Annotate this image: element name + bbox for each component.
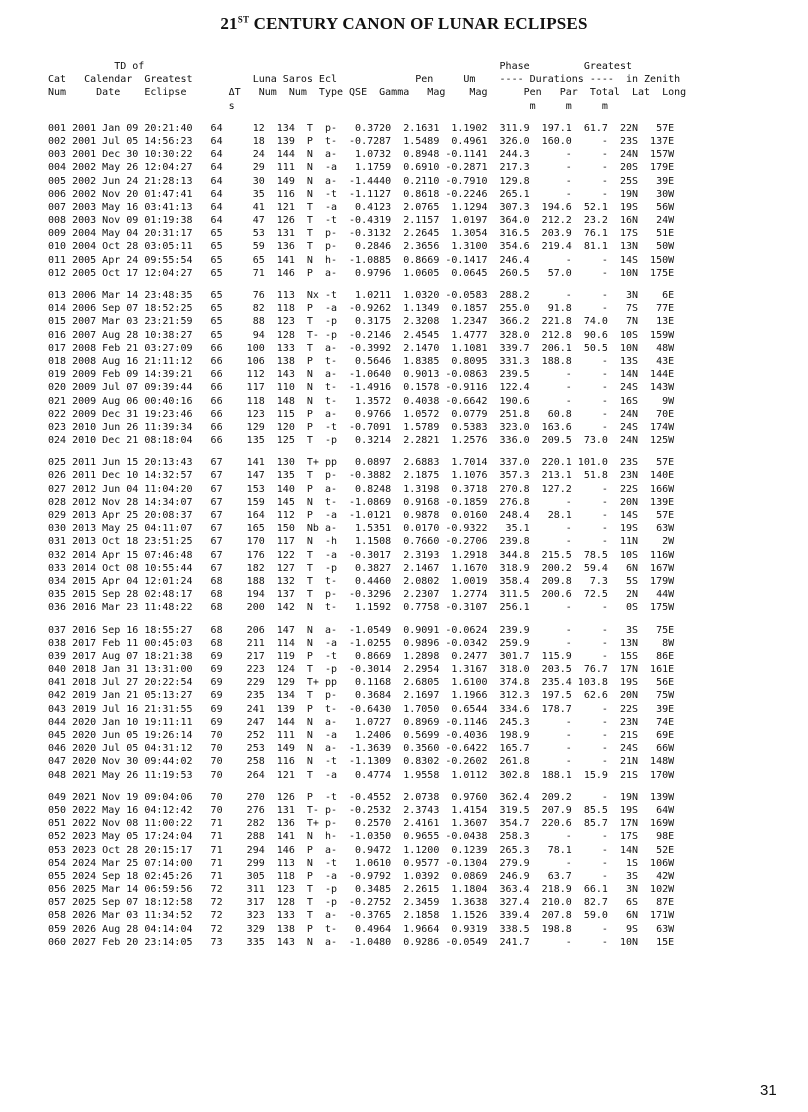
table-row: 006 2002 Nov 20 01:47:41 64 35 116 N -t -1.1127 0.8618 -0.2246 265.1 - - 19N 30W	[48, 188, 675, 200]
table-row: 021 2009 Aug 06 00:40:16 66 118 148 N t- 1.3572 0.4038 -0.6642 190.6 - - 16S 9W	[48, 395, 675, 407]
table-row: 045 2020 Jun 05 19:26:14 70 252 111 N -a 1.2406 0.5699 -0.4036 198.9 - - 21S 69E	[48, 730, 675, 741]
table-row: 031 2013 Oct 18 23:51:25 67 170 117 N -h 1.1508 0.7660 -0.2706 239.8 - - 11N 2W	[48, 536, 675, 548]
table-row: 039 2017 Aug 07 18:21:38 69 217 119 P -t 0.8669 1.2898 0.2477 301.7 115.9 - 15S 86E	[48, 650, 675, 662]
table-row: 050 2022 May 16 04:12:42 70 276 131 T- p- -0.2532 2.3743 1.4154 319.5 207.9 85.5 19S 64W	[48, 804, 675, 816]
table-row: 027 2012 Jun 04 11:04:20 67 153 140 P a- 0.8248 1.3198 0.3718 270.8 127.2 - 22S 166W	[48, 483, 675, 495]
table-row: 019 2009 Feb 09 14:39:21 66 112 143 N a- -1.0640 0.9013 -0.0863 239.5 - - 14N 144E	[48, 369, 675, 381]
table-row: 041 2018 Jul 27 20:22:54 69 229 129 T+ pp 0.1168 2.6805 1.6100 374.8 235.4 103.8 19S 56E	[48, 677, 675, 689]
table-row: 008 2003 Nov 09 01:19:38 64 47 126 T -t -0.4319 2.1157 1.0197 364.0 212.2 23.2 16N 24W	[48, 215, 675, 227]
group-gap	[48, 615, 760, 624]
group-gap	[48, 782, 760, 791]
table-row: 049 2021 Nov 19 09:04:06 70 270 126 P -t -0.4552 2.0738 0.9760 362.4 209.2 - 19N 139W	[48, 791, 675, 803]
table-row: 025 2011 Jun 15 20:13:43 67 141 130 T+ pp 0.0897 2.6883 1.7014 337.0 220.1 101.0 23S 57E	[48, 457, 675, 469]
table-row: 005 2002 Jun 24 21:28:13 64 30 149 N a- -1.4440 0.2110 -0.7910 129.8 - - 25S 39E	[48, 175, 675, 187]
table-row: 040 2018 Jan 31 13:31:00 69 223 124 T -p -0.3014 2.2954 1.3167 318.0 203.5 76.7 17N 161E	[48, 664, 675, 676]
table-row: 026 2011 Dec 10 14:32:57 67 147 135 T p- -0.3882 2.1875 1.1076 357.3 213.1 51.8 23N 140E	[48, 470, 675, 482]
table-row: 013 2006 Mar 14 23:48:35 65 76 113 Nx -t 1.0211 1.0320 -0.0583 288.2 - - 3N 6E	[48, 290, 675, 301]
table-row: 029 2013 Apr 25 20:08:37 67 164 112 P -a -1.0121 0.9878 0.0160 248.4 28.1 - 14S 57E	[48, 510, 675, 521]
table-row: 024 2010 Dec 21 08:18:04 66 135 125 T -p 0.3214 2.2821 1.2576 336.0 209.5 73.0 24N 125W	[48, 435, 675, 447]
group-gap	[48, 113, 760, 122]
table-row: 030 2013 May 25 04:11:07 67 165 150 Nb a- 1.5351 0.0170 -0.9322 35.1 - - 19S 63W	[48, 523, 675, 535]
table-row: 023 2010 Jun 26 11:39:34 66 129 120 P -t -0.7091 1.5789 0.5383 323.0 163.6 - 24S 174W	[48, 421, 675, 433]
table-row: 015 2007 Mar 03 23:21:59 65 88 123 T -p 0.3175 2.3208 1.2347 366.2 221.8 74.0 7N 13E	[48, 316, 675, 328]
page-number: 31	[760, 1082, 777, 1099]
table-row: 001 2001 Jan 09 20:21:40 64 12 134 T p- 0.3720 2.1631 1.1902 311.9 197.1 61.7 22N 57E	[48, 122, 675, 134]
table-row: 043 2019 Jul 16 21:31:55 69 241 139 P t- -0.6430 1.7050 0.6544 334.6 178.7 - 22S 39E	[48, 703, 675, 715]
table-row: 022 2009 Dec 31 19:23:46 66 123 115 P a- 0.9766 1.0572 0.0779 251.8 60.8 - 24N 70E	[48, 408, 675, 420]
table-row: 044 2020 Jan 10 19:11:11 69 247 144 N a- 1.0727 0.8969 -0.1146 245.3 - - 23N 74E	[48, 716, 675, 728]
table-row: 014 2006 Sep 07 18:52:25 65 82 118 P -a -0.9262 1.1349 0.1857 255.0 91.8 - 7S 77E	[48, 303, 675, 315]
table-row: 011 2005 Apr 24 09:55:54 65 65 141 N h- -1.0885 0.8669 -0.1417 246.4 - - 14S 150W	[48, 254, 675, 266]
eclipse-table	[48, 60, 760, 949]
table-row: 055 2024 Sep 18 02:45:26 71 305 118 P -a -0.9792 1.0392 0.0869 246.9 63.7 - 3S 42W	[48, 870, 675, 882]
table-row: 028 2012 Nov 28 14:34:07 67 159 145 N t- -1.0869 0.9168 -0.1859 276.8 - - 20N 139E	[48, 496, 675, 508]
table-row: 007 2003 May 16 03:41:13 64 41 121 T -a 0.4123 2.0765 1.1294 307.3 194.6 52.1 19S 56W	[48, 201, 675, 213]
table-row: 052 2023 May 05 17:24:04 71 288 141 N h- -1.0350 0.9655 -0.0438 258.3 - - 17S 98E	[48, 831, 675, 843]
table-row: 018 2008 Aug 16 21:11:12 66 106 138 P t- 0.5646 1.8385 0.8095 331.3 188.8 - 13S 43E	[48, 355, 675, 367]
table-row: 012 2005 Oct 17 12:04:27 65 71 146 P a- 0.9796 1.0605 0.0645 260.5 57.0 - 10N 175E	[48, 267, 675, 279]
table-row: 009 2004 May 04 20:31:17 65 53 131 T p- -0.3132 2.2645 1.3054 316.5 203.9 76.1 17S 51E	[48, 228, 675, 240]
table-row: 035 2015 Sep 28 02:48:17 68 194 137 T p- -0.3296 2.2307 1.2774 311.5 200.6 72.5 2N 44W	[48, 589, 675, 601]
table-row: 003 2001 Dec 30 10:30:22 64 24 144 N a- 1.0732 0.8948 -0.1141 244.3 - - 24N 157W	[48, 149, 675, 161]
title-superscript: ST	[237, 14, 250, 25]
table-row: 036 2016 Mar 23 11:48:22 68 200 142 N t- 1.1592 0.7758 -0.3107 256.1 - - 0S 175W	[48, 602, 675, 614]
group-gap	[48, 447, 760, 456]
table-row: 002 2001 Jul 05 14:56:23 64 18 139 P t- -0.7287 1.5489 0.4961 326.0 160.0 - 23S 137E	[48, 135, 675, 147]
table-row: 059 2026 Aug 28 04:14:04 72 329 138 P t- 0.4964 1.9664 0.9319 338.5 198.8 - 9S 63W	[48, 923, 675, 935]
table-header-line: Num Date Eclipse ΔT Num Num Type QSE Gamma Mag Mag Pen Par Total Lat Long	[48, 87, 687, 99]
table-row: 016 2007 Aug 28 10:38:27 65 94 128 T- -p -0.2146 2.4545 1.4777 328.0 212.8 90.6 10S 159W	[48, 329, 675, 341]
table-row: 060 2027 Feb 20 23:14:05 73 335 143 N a- -1.0480 0.9286 -0.0549 241.7 - - 10N 15E	[48, 936, 675, 948]
table-row: 056 2025 Mar 14 06:59:56 72 311 123 T -p 0.3485 2.2615 1.1804 363.4 218.9 66.1 3N 102W	[48, 884, 675, 896]
table-row: 047 2020 Nov 30 09:44:02 70 258 116 N -t -1.1309 0.8302 -0.2602 261.8 - - 21N 148W	[48, 756, 675, 768]
table-row: 033 2014 Oct 08 10:55:44 67 182 127 T -p 0.3827 2.1467 1.1670 318.9 200.2 59.4 6N 167W	[48, 562, 675, 574]
table-row: 054 2024 Mar 25 07:14:00 71 299 113 N -t 1.0610 0.9577 -0.1304 279.9 - - 1S 106W	[48, 857, 675, 869]
table-row: 010 2004 Oct 28 03:05:11 65 59 136 T p- 0.2846 2.3656 1.3100 354.6 219.4 81.1 13N 50W	[48, 241, 675, 253]
table-header-line: s m m m	[48, 100, 608, 112]
table-row: 004 2002 May 26 12:04:27 64 29 111 N -a 1.1759 0.6910 -0.2871 217.3 - - 20S 179E	[48, 162, 675, 174]
table-row: 042 2019 Jan 21 05:13:27 69 235 134 T p- 0.3684 2.1697 1.1966 312.3 197.5 62.6 20N 75W	[48, 690, 675, 702]
table-row: 058 2026 Mar 03 11:34:52 72 323 133 T a- -0.3765 2.1858 1.1526 339.4 207.8 59.0 6N 171W	[48, 910, 675, 922]
table-header-line: Cat Calendar Greatest Luna Saros Ecl Pen Um ---- Durations ---- in Zenith	[48, 74, 681, 86]
table-header-line: TD of Phase Greatest	[48, 61, 632, 72]
table-row: 037 2016 Sep 16 18:55:27 68 206 147 N a- -1.0549 0.9091 -0.0624 239.9 - - 3S 75E	[48, 624, 675, 636]
table-row: 046 2020 Jul 05 04:31:12 70 253 149 N a- -1.3639 0.3560 -0.6422 165.7 - - 24S 66W	[48, 743, 675, 755]
title-prefix: 21	[220, 14, 238, 33]
table-row: 053 2023 Oct 28 20:15:17 71 294 146 P a- 0.9472 1.1200 0.1239 265.3 78.1 - 14N 52E	[48, 844, 675, 856]
title-text: CENTURY CANON OF LUNAR ECLIPSES	[249, 14, 588, 33]
table-row: 057 2025 Sep 07 18:12:58 72 317 128 T -p -0.2752 2.3459 1.3638 327.4 210.0 82.7 6S 87E	[48, 897, 675, 909]
table-row: 038 2017 Feb 11 00:45:03 68 211 114 N -a -1.0255 0.9896 -0.0342 259.9 - - 13N 8W	[48, 637, 675, 649]
group-gap	[48, 280, 760, 289]
table-row: 020 2009 Jul 07 09:39:44 66 117 110 N t- -1.4916 0.1578 -0.9116 122.4 - - 24S 143W	[48, 382, 675, 394]
page-title	[0, 14, 808, 34]
table-row: 034 2015 Apr 04 12:01:24 68 188 132 T t- 0.4460 2.0802 1.0019 358.4 209.8 7.3 5S 179W	[48, 575, 675, 587]
table-row: 051 2022 Nov 08 11:00:22 71 282 136 T+ p- 0.2570 2.4161 1.3607 354.7 220.6 85.7 17N 169W	[48, 818, 675, 830]
table-row: 048 2021 May 26 11:19:53 70 264 121 T -a 0.4774 1.9558 1.0112 302.8 188.1 15.9 21S 170W	[48, 769, 675, 781]
table-row: 017 2008 Feb 21 03:27:09 66 100 133 T a- -0.3992 2.1470 1.1081 339.7 206.1 50.5 10N 48W	[48, 342, 675, 354]
table-row: 032 2014 Apr 15 07:46:48 67 176 122 T -a -0.3017 2.3193 1.2918 344.8 215.5 78.5 10S 116W	[48, 549, 675, 561]
